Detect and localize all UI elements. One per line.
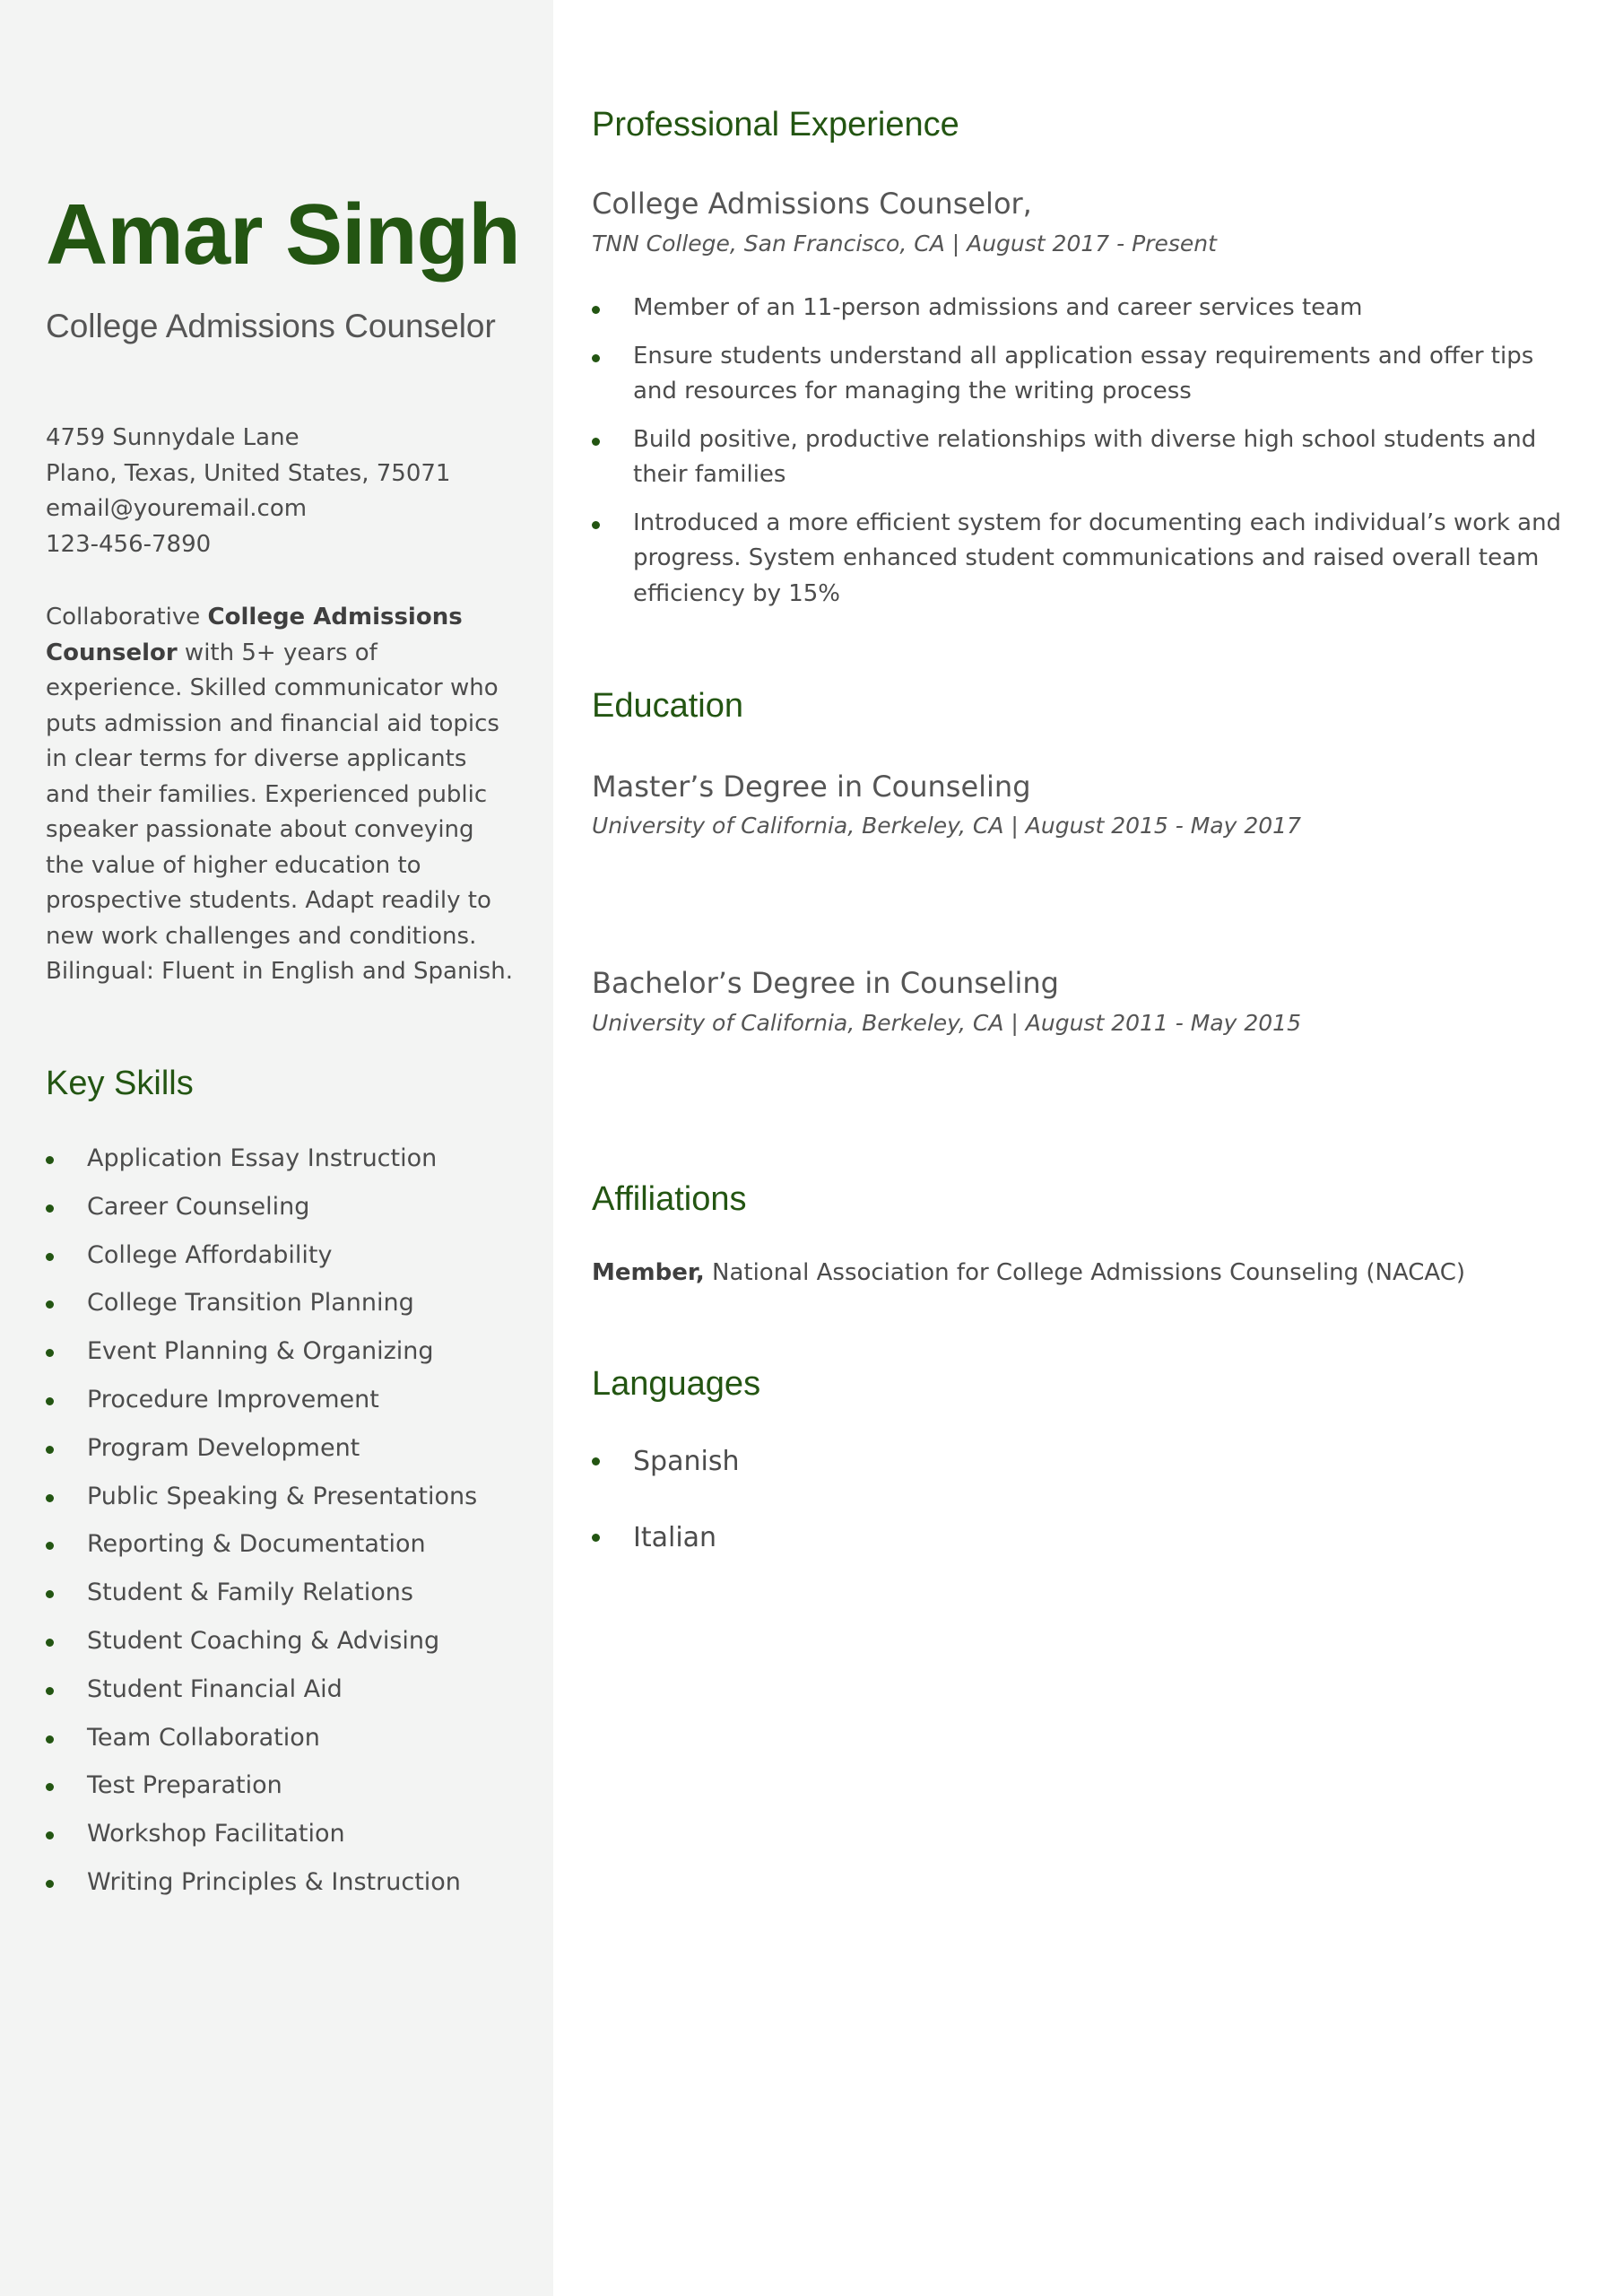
skill-item: Reporting & Documentation bbox=[46, 1520, 477, 1569]
contact-information bbox=[46, 421, 530, 562]
skill-item: Application Essay Instruction bbox=[46, 1135, 477, 1183]
experience-bullet: Build positive, productive relationships with diverse high school students and their families bbox=[592, 422, 1584, 493]
experience-role-title: College Admissions Counselor, bbox=[592, 187, 1032, 221]
skill-item: Test Preparation bbox=[46, 1761, 477, 1810]
education-meta-masters: University of California, Berkeley, CA | August 2015 - May 2017 bbox=[592, 813, 1301, 839]
email-address: email@youremail.com bbox=[46, 495, 308, 522]
languages-list bbox=[592, 1441, 739, 1594]
skill-item: Public Speaking & Presentations bbox=[46, 1473, 477, 1521]
experience-bullet-list bbox=[592, 291, 1584, 624]
education-heading: Education bbox=[592, 687, 744, 725]
candidate-job-title: College Admissions Counselor bbox=[46, 308, 496, 344]
experience-bullet: Ensure students understand all application essay requirements and offer tips and resources for managing the writing process bbox=[592, 339, 1584, 410]
skill-item: Student & Family Relations bbox=[46, 1569, 477, 1617]
skill-item: College Transition Planning bbox=[46, 1279, 477, 1327]
key-skills-list bbox=[46, 1135, 477, 1907]
address-line-1: 4759 Sunnydale Lane bbox=[46, 424, 299, 451]
professional-experience-heading: Professional Experience bbox=[592, 106, 959, 144]
skill-item: Student Financial Aid bbox=[46, 1665, 477, 1714]
left-sidebar bbox=[0, 0, 553, 2296]
summary-highlight: College Admissions Counselor bbox=[46, 604, 463, 666]
affiliation-entry bbox=[592, 1256, 1465, 1291]
language-item: Italian bbox=[592, 1518, 739, 1558]
candidate-name: Amar Singh bbox=[46, 187, 520, 283]
skill-item: Team Collaboration bbox=[46, 1714, 477, 1762]
skill-item: Workshop Facilitation bbox=[46, 1810, 477, 1858]
skill-item: Event Planning & Organizing bbox=[46, 1327, 477, 1376]
skill-item: Program Development bbox=[46, 1424, 477, 1473]
summary-text: with 5+ years of experience. Skilled communicator who puts admission and financial aid topics in clear terms for diverse applicants and their families. Experienced public speaker passionate about conveying the value of higher education to prospective students. Adapt readily to new work challenges and conditions. Bilingual: Fluent in English and Spanish. bbox=[46, 639, 513, 985]
education-degree-bachelors: Bachelor’s Degree in Counseling bbox=[592, 966, 1059, 1000]
affiliation-label: Member, bbox=[592, 1259, 705, 1286]
skill-item: Procedure Improvement bbox=[46, 1376, 477, 1424]
education-degree-masters: Master’s Degree in Counseling bbox=[592, 770, 1031, 804]
language-item: Spanish bbox=[592, 1441, 739, 1482]
address-line-2: Plano, Texas, United States, 75071 bbox=[46, 459, 451, 487]
skill-item: Writing Principles & Instruction bbox=[46, 1858, 477, 1907]
skill-item: Student Coaching & Advising bbox=[46, 1617, 477, 1665]
education-meta-bachelors: University of California, Berkeley, CA | August 2011 - May 2015 bbox=[592, 1010, 1301, 1036]
skill-item: College Affordability bbox=[46, 1231, 477, 1280]
professional-summary bbox=[46, 600, 516, 990]
experience-role-meta: TNN College, San Francisco, CA | August 2017 - Present bbox=[592, 230, 1217, 257]
skill-item: Career Counseling bbox=[46, 1183, 477, 1231]
key-skills-heading: Key Skills bbox=[46, 1065, 194, 1102]
summary-prefix: Collaborative bbox=[46, 604, 208, 631]
affiliation-text: National Association for College Admissions Counseling (NACAC) bbox=[704, 1259, 1466, 1286]
phone-number: 123-456-7890 bbox=[46, 530, 212, 558]
languages-heading: Languages bbox=[592, 1365, 761, 1403]
experience-bullet: Member of an 11-person admissions and career services team bbox=[592, 291, 1584, 326]
experience-bullet: Introduced a more efficient system for documenting each individual’s work and progress. System enhanced student communications and raised overall team efficiency by 15% bbox=[592, 506, 1584, 613]
affiliations-heading: Affiliations bbox=[592, 1180, 747, 1218]
